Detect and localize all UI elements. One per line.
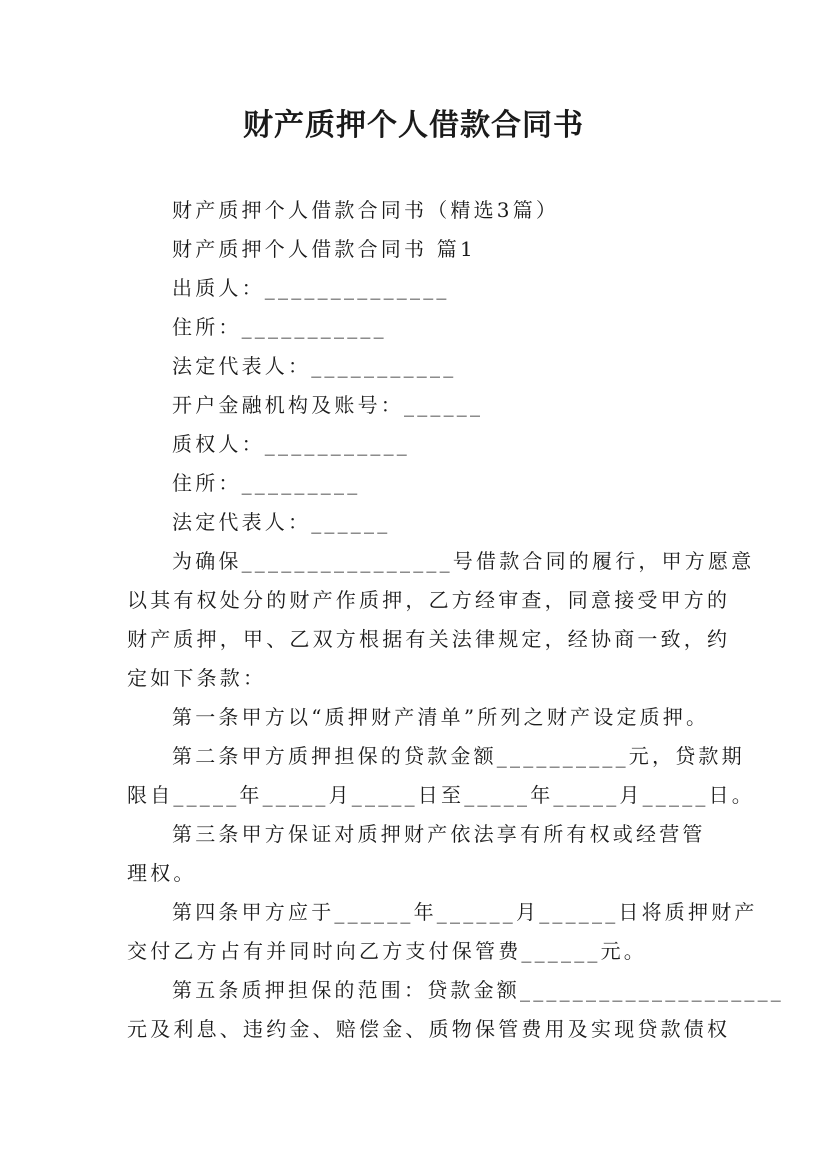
document-line: 为确保________________号借款合同的履行，甲方愿意 <box>172 549 755 573</box>
document-line: 限自_____年_____月_____日至_____年_____月_____日。 <box>127 783 755 807</box>
document-line: 理权。 <box>127 861 197 885</box>
document-line: 第四条甲方应于______年______月______日将质押财产 <box>172 900 758 924</box>
document-line: 出质人：______________ <box>172 276 450 300</box>
document-line: 第三条甲方保证对质押财产依法享有所有权或经营管 <box>172 822 706 846</box>
document-line: 元及利息、违约金、赔偿金、质物保管费用及实现贷款债权 <box>127 1017 731 1041</box>
document-line: 交付乙方占有并同时向乙方支付保管费______元。 <box>127 939 647 963</box>
document-line: 住所：_________ <box>172 471 361 495</box>
document-title: 财产质押个人借款合同书 <box>243 108 584 143</box>
document-line: 第一条甲方以“质押财产清单”所列之财产设定质押。 <box>172 705 710 729</box>
document-line: 法定代表人：______ <box>172 510 391 534</box>
document-line: 财产质押个人借款合同书（精选3篇） <box>172 198 560 222</box>
document-line: 第二条甲方质押担保的贷款金额__________元，贷款期 <box>172 744 745 768</box>
document-line: 定如下条款： <box>127 666 267 690</box>
document-line: 第五条质押担保的范围：贷款金额____________________ <box>172 978 784 1002</box>
document-line: 开户金融机构及账号：______ <box>172 393 484 417</box>
document-line: 质权人：___________ <box>172 432 410 456</box>
document-line: 法定代表人：___________ <box>172 354 457 378</box>
document-line: 住所：___________ <box>172 315 387 339</box>
document-line: 财产质押个人借款合同书 篇1 <box>172 237 476 261</box>
document-line: 以其有权处分的财产作质押，乙方经审查，同意接受甲方的 <box>127 588 731 612</box>
document-line: 财产质押，甲、乙双方根据有关法律规定，经协商一致，约 <box>127 627 731 651</box>
